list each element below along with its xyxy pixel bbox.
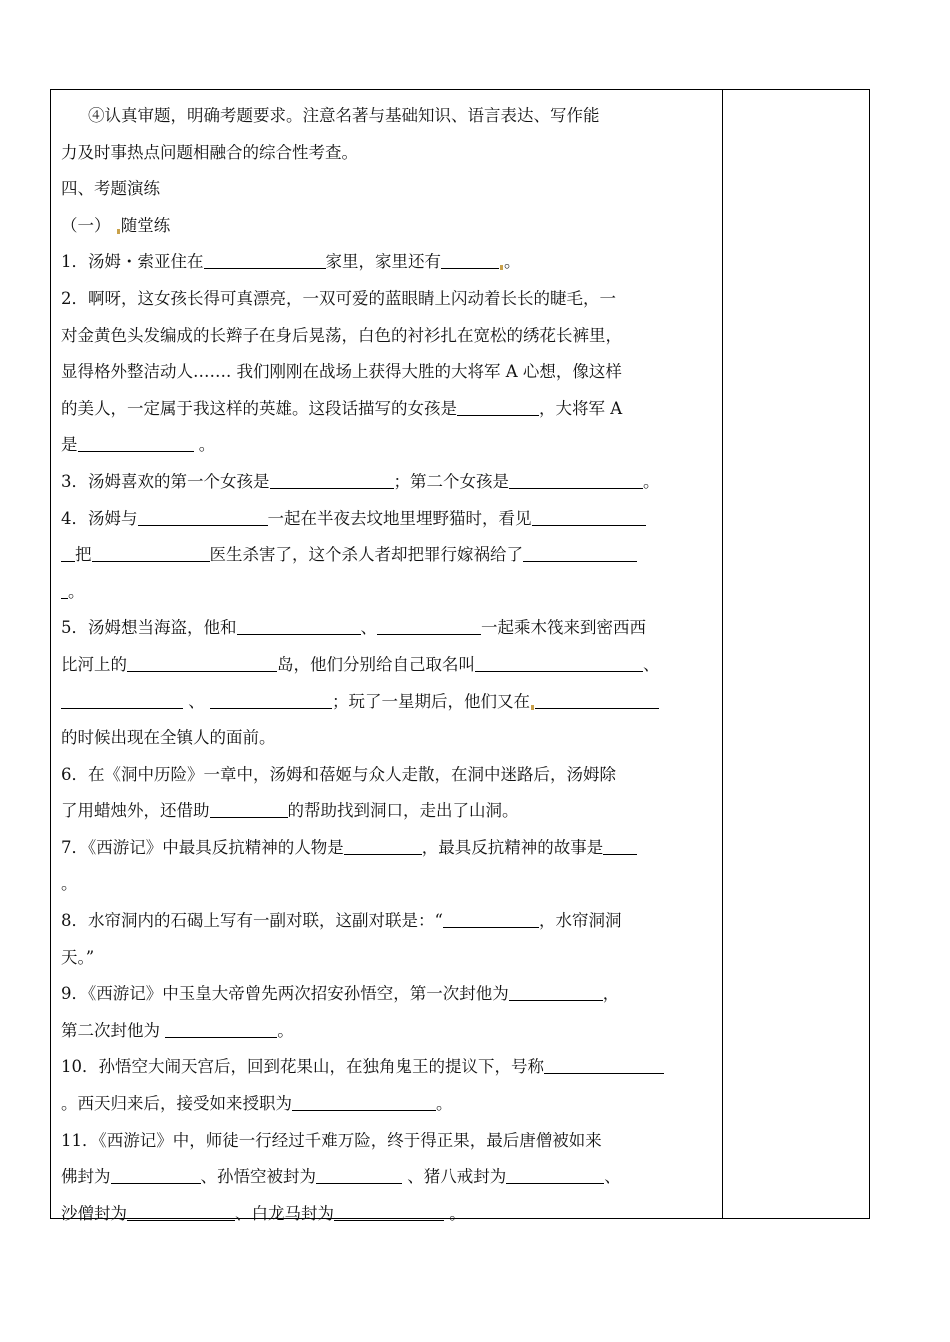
question-5: 、 ；玩了一星期后，他们又在 [61, 684, 751, 721]
text-line: ④认真审题，明确考题要求。注意名著与基础知识、语言表达、写作能 [88, 106, 600, 125]
answer-blank[interactable] [270, 468, 394, 489]
question-11: 11．《西游记》中，师徒一行经过千难万险，终于得正果，最后唐僧被如来 [61, 1130, 602, 1150]
question-1: 1．汤姆・索亚住在 家里，家里还有 。 [61, 244, 751, 281]
question-7: 7．《西游记》中最具反抗精神的人物是 ，最具反抗精神的故事是 [61, 830, 751, 867]
answer-blank[interactable] [127, 651, 277, 672]
answer-blank[interactable] [61, 578, 68, 599]
answer-blank[interactable] [535, 688, 659, 709]
text-line: 力及时事热点问题相融合的综合性考查。 [61, 142, 358, 162]
answer-blank[interactable] [61, 541, 75, 562]
answer-blank[interactable] [506, 1163, 604, 1184]
question-6: 了用蜡烛外，还借助 的帮助找到洞口，走出了山洞。 [61, 793, 751, 830]
question-5: 的时候出现在全镇人的面前。 [61, 728, 276, 748]
edit-mark [531, 705, 534, 710]
worksheet-table [50, 89, 870, 1223]
edit-mark [500, 265, 503, 270]
answer-blank[interactable] [210, 797, 288, 818]
question-9: 9．《西游记》中玉皇大帝曾先两次招安孙悟空，第一次封他为 ， [61, 976, 751, 1013]
question-10: 10．孙悟空大闹天宫后，回到花果山，在独角鬼王的提议下，号称 [61, 1049, 751, 1086]
answer-blank[interactable] [292, 1090, 436, 1111]
answer-blank[interactable] [334, 1200, 444, 1221]
question-11: 佛封为 、孙悟空被封为 、猪八戒封为 、 [61, 1159, 751, 1196]
section-heading: 四、考题演练 [61, 179, 160, 199]
question-8: 8．水帘洞内的石碣上写有一副对联，这副对联是：“ ，水帘洞洞 [61, 903, 751, 940]
question-10: 。西天归来后，接受如来授职为 。 [61, 1086, 751, 1123]
answer-blank[interactable] [204, 248, 326, 269]
answer-blank[interactable] [377, 614, 481, 635]
answer-blank[interactable] [210, 688, 332, 709]
answer-blank[interactable] [316, 1163, 402, 1184]
answer-blank[interactable] [544, 1053, 664, 1074]
question-3: 3．汤姆喜欢的第一个女孩是 ；第二个女孩是 。 [61, 464, 751, 501]
question-2: 对金黄色头发编成的长辫子在身后晃荡，白色的衬衫扎在宽松的绣花长裤里， [61, 325, 622, 345]
answer-blank[interactable] [441, 248, 499, 269]
subsection-heading: （一） 随堂练 [61, 215, 171, 235]
question-2: 是 。 [61, 427, 751, 464]
answer-blank[interactable] [532, 505, 646, 526]
answer-blank[interactable] [457, 395, 539, 416]
answer-blank[interactable] [92, 541, 210, 562]
edit-mark [117, 229, 120, 234]
answer-blank[interactable] [523, 541, 637, 562]
question-6: 6．在《洞中历险》一章中，汤姆和蓓姬与众人走散，在洞中迷路后，汤姆除 [61, 764, 616, 784]
question-5: 5．汤姆想当海盗，他和 、 一起乘木筏来到密西西 [61, 610, 751, 647]
question-2: 的美人，一定属于我这样的英雄。这段话描写的女孩是 ，大将军 A [61, 391, 751, 428]
answer-blank[interactable] [61, 688, 183, 709]
answer-blank[interactable] [475, 651, 643, 672]
question-8: 天。” [61, 947, 95, 967]
question-4: 4．汤姆与 一起在半夜去坟地里埋野猫时，看见 [61, 501, 751, 538]
question-2: 2．啊呀，这女孩长得可真漂亮，一双可爱的蓝眼睛上闪动着长长的睫毛，一 [61, 288, 616, 308]
answer-blank[interactable] [344, 834, 422, 855]
answer-blank[interactable] [138, 505, 268, 526]
answer-blank[interactable] [509, 468, 643, 489]
question-2: 显得格外整洁动人……. 我们刚刚在战场上获得大胜的大将军 A 心想，像这样 [61, 362, 622, 382]
answer-blank[interactable] [111, 1163, 201, 1184]
question-11: 沙僧封为 、白龙马封为 。 [61, 1196, 751, 1233]
question-4: 把 医生杀害了，这个杀人者却把罪行嫁祸给了 [61, 537, 751, 574]
question-4: 。 [61, 574, 751, 611]
answer-blank[interactable] [237, 614, 361, 635]
question-7: 。 [61, 874, 78, 894]
question-5: 比河上的 岛，他们分别给自己取名叫 、 [61, 647, 751, 684]
answer-blank[interactable] [509, 980, 603, 1001]
answer-blank[interactable] [165, 1017, 277, 1038]
answer-blank[interactable] [127, 1200, 235, 1221]
answer-blank[interactable] [443, 907, 539, 928]
worksheet-content [61, 98, 751, 1232]
answer-blank[interactable] [603, 834, 637, 855]
question-9: 第二次封他为 。 [61, 1013, 751, 1050]
answer-blank[interactable] [78, 431, 194, 452]
